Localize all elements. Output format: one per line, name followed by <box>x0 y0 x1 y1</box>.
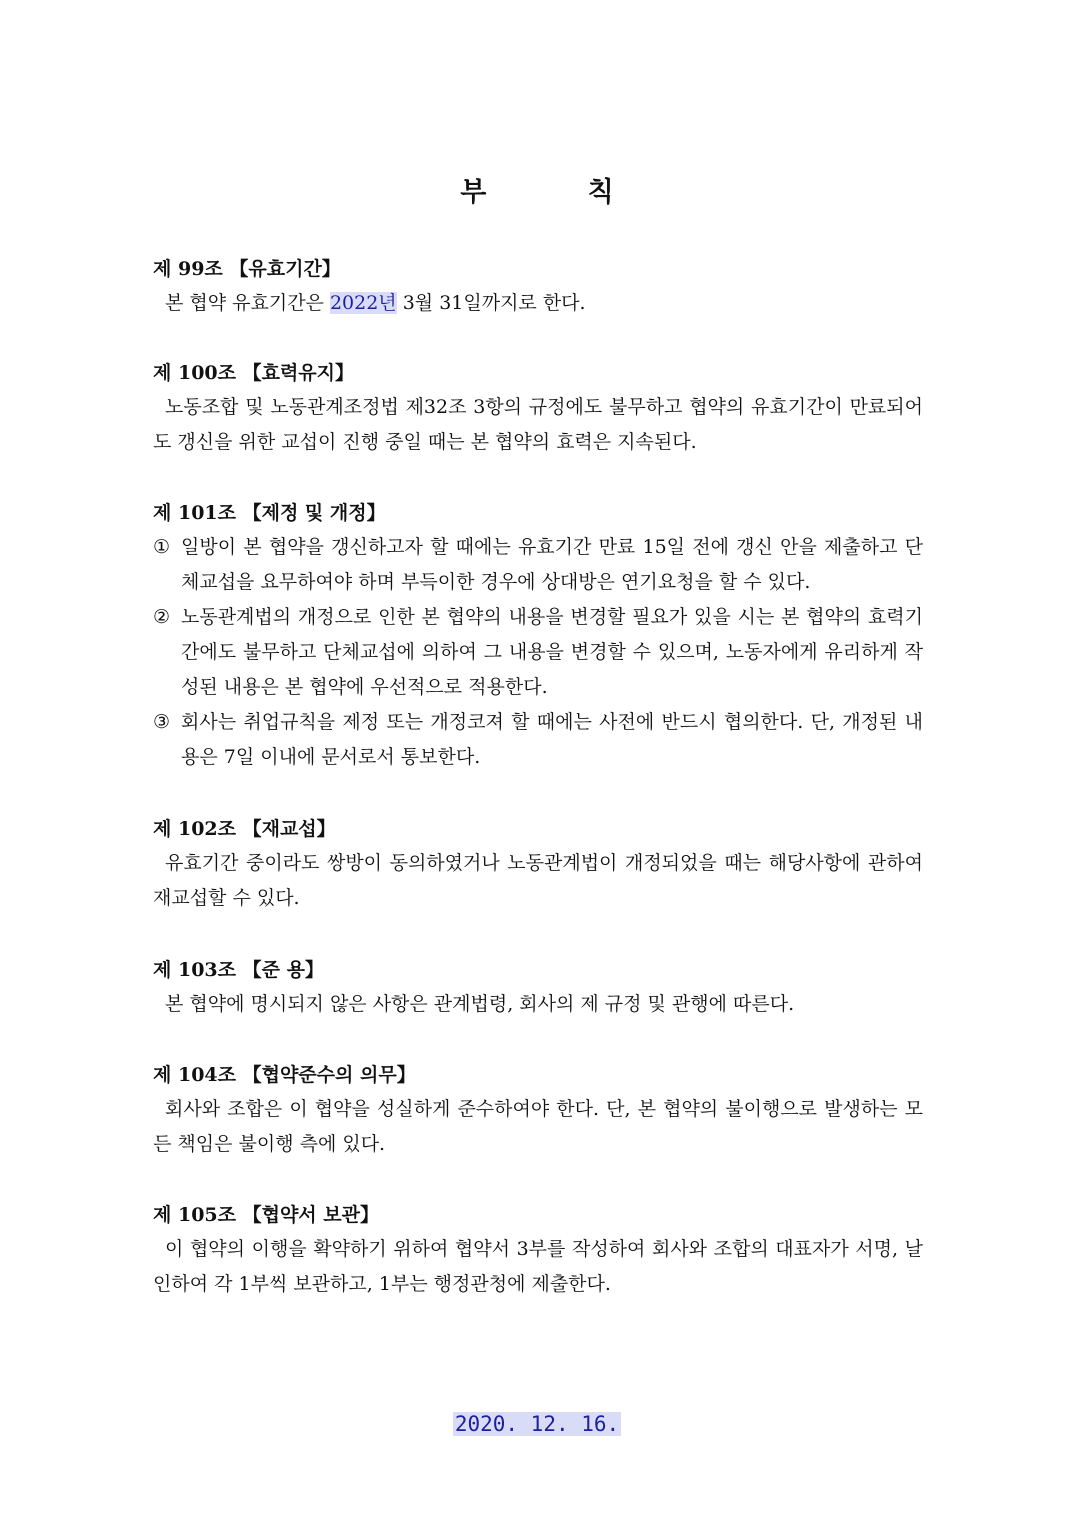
article-text: 본 협약 유효기간은 <box>165 292 330 314</box>
date-text: 2020. 12. 16. <box>454 1412 620 1436</box>
article-heading: 제 102조 【재교섭】 <box>153 818 336 840</box>
clause-item <box>153 530 923 600</box>
article-text: 3월 31일까지로 한다. <box>396 292 586 314</box>
article-105 <box>153 1198 923 1302</box>
article-104 <box>153 1058 923 1162</box>
article-body: 유효기간 중이라도 쌍방이 동의하였거나 노동관계법이 개정되었을 때는 해당사항에 관하여 재교섭할 수 있다. <box>153 852 923 909</box>
clause-text: 회사는 취업규칙을 제정 또는 개정코져 할 때에는 사전에 반드시 협의한다. 단, 개정된 내용은 7일 이내에 문서로서 통보한다. <box>181 711 923 768</box>
article-heading: 제 105조 【협약서 보관】 <box>153 1204 379 1226</box>
clause-text: 일방이 본 협약을 갱신하고자 할 때에는 유효기간 만료 15일 전에 갱신 안을 제출하고 단체교섭을 요무하여야 하며 부득이한 경우에 상대방은 연기요청을 할 수 있다. <box>181 536 923 593</box>
article-heading: 제 100조 【효력유지】 <box>153 362 355 384</box>
article-101 <box>153 496 923 775</box>
article-103 <box>153 953 923 1022</box>
article-100 <box>153 356 923 460</box>
clause-number: ② <box>153 606 171 628</box>
article-body: 본 협약에 명시되지 않은 사항은 관계법령, 회사의 제 규정 및 관행에 따른다. <box>165 993 795 1015</box>
article-102 <box>153 812 923 916</box>
clause-number: ① <box>153 536 171 558</box>
article-heading: 제 103조 【준 용】 <box>153 959 324 981</box>
article-99 <box>153 252 923 321</box>
highlighted-year: 2022년 <box>329 292 397 314</box>
article-body: 이 협약의 이행을 확약하기 위하여 협약서 3부를 작성하여 회사와 조합의 대표자가 서명, 날인하여 각 1부씩 보관하고, 1부는 행정관청에 제출한다. <box>153 1238 923 1295</box>
article-heading: 제 101조 【제정 및 개정】 <box>153 502 386 524</box>
article-body <box>153 286 923 321</box>
document-date <box>0 1412 1074 1436</box>
clause-number: ③ <box>153 711 171 733</box>
clause-item <box>153 705 923 775</box>
clause-text: 노동관계법의 개정으로 인한 본 협약의 내용을 변경할 필요가 있을 시는 본 협약의 효력기간에도 불무하고 단체교섭에 의하여 그 내용을 변경할 수 있으며, 노동자에게 유리하게 작성된 내용은 본 협약에 우선적으로 적용한다. <box>181 606 923 698</box>
article-heading: 제 104조 【협약준수의 의무】 <box>153 1064 416 1086</box>
clause-item <box>153 600 923 705</box>
article-body: 노동조합 및 노동관계조정법 제32조 3항의 규정에도 불무하고 협약의 유효기간이 만료되어도 갱신을 위한 교섭이 진행 중일 때는 본 협약의 효력은 지속된다. <box>153 396 923 453</box>
page-title: 부 칙 <box>460 177 660 208</box>
article-heading: 제 99조 【유효기간】 <box>153 258 341 280</box>
clause-list <box>153 530 923 775</box>
article-body: 회사와 조합은 이 협약을 성실하게 준수하여야 한다. 단, 본 협약의 불이행으로 발생하는 모든 책임은 불이행 측에 있다. <box>153 1098 923 1155</box>
